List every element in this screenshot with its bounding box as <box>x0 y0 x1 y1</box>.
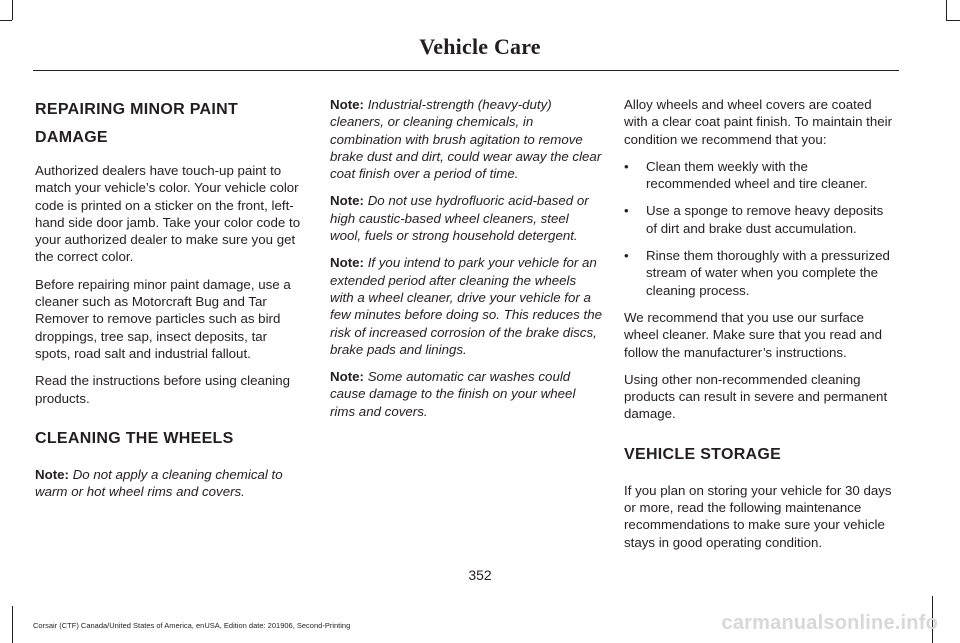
bullet-icon: • <box>624 248 629 264</box>
note-text: Do not use hydrofluoric acid-based or high caustic-based wheel cleaners, steel wool, fuels or strong household detergent. <box>330 193 589 244</box>
column-left <box>35 96 305 510</box>
page-number: 352 <box>468 567 492 583</box>
bullet-icon: • <box>624 203 629 219</box>
note-text: Some automatic car washes could cause damage to the finish on your wheel rims and covers. <box>330 369 576 419</box>
crop-mark-bottom-left-v <box>12 606 13 643</box>
section-heading-vehicle-storage: VEHICLE STORAGE <box>624 445 782 463</box>
crop-mark-top-right-h <box>946 20 960 21</box>
section-heading-line1: REPAIRING MINOR PAINT <box>35 101 239 118</box>
section-heading-cleaning-wheels: CLEANING THE WHEELS <box>35 429 234 447</box>
footer-edition-info: Corsair (CTF) Canada/United States of America, enUSA, Edition date: 201906, Second-Printing <box>33 621 351 630</box>
bullet-icon: • <box>624 158 629 174</box>
column-middle <box>330 96 602 430</box>
paragraph-surface-cleaner: We recommend that you use our surface wheel cleaner. Make sure that you read and follow the manufacturer’s instructions. <box>624 309 882 360</box>
note-label: Note: <box>330 369 364 385</box>
crop-mark-top-right-v <box>946 0 947 20</box>
note-text: Industrial-strength (heavy-duty) cleaners, or cleaning chemicals, in combination with brush agitation to remove brake dust and dirt, could wear away the clear coat finish over a period of time. <box>330 97 602 182</box>
watermark: carmanualsonline.info <box>721 612 938 634</box>
note-label: Note: <box>330 97 364 112</box>
page-title: Vehicle Care <box>419 34 541 59</box>
paragraph-non-recommended: Using other non-recommended cleaning products can result in severe and permanent damage. <box>624 371 888 422</box>
paragraph-read-instructions: Read the instructions before using cleaning products. <box>35 373 291 406</box>
column-right <box>624 96 896 561</box>
list-item <box>624 202 896 237</box>
note-hydrofluoric-acid <box>330 192 602 244</box>
crop-mark-top-left-v <box>12 0 13 20</box>
list-item <box>624 247 896 299</box>
note-heavy-duty-cleaners <box>330 96 602 182</box>
note-text: If you intend to park your vehicle for an extended period after cleaning the wheels with a wheel cleaner, drive your vehicle for a few minutes before doing so. This reduces the risk of increased corrosion of the brake discs, brake pads and linings. <box>330 255 602 357</box>
note-extended-parking <box>330 254 602 358</box>
note-text: Do not apply a cleaning chemical to warm or hot wheel rims and covers. <box>35 466 283 500</box>
header-divider <box>33 70 899 71</box>
note-label: Note: <box>330 255 364 271</box>
paragraph-storage: If you plan on storing your vehicle for 30 days or more, read the following maintenance recommendations to make sure your vehicle stays in good operating condition. <box>624 482 892 550</box>
list-item <box>624 158 896 193</box>
wheel-care-list <box>624 158 896 299</box>
paragraph-alloy-wheels: Alloy wheels and wheel covers are coated with a clear coat paint finish. To maintain their condition we recommend that you: <box>624 97 893 147</box>
note-automatic-car-washes <box>330 368 602 420</box>
note-warm-rims <box>35 466 305 501</box>
section-heading-repairing-paint <box>35 96 305 152</box>
list-item-text: Rinse them thoroughly with a pressurized stream of water when you complete the cleaning process. <box>646 248 890 298</box>
paragraph-before-repairing: Before repairing minor paint damage, use a cleaner such as Motorcraft Bug and Tar Remover to remove particles such as bird droppings, tree sap, insect deposits, tar spots, road salt and industrial fallout. <box>35 276 291 361</box>
section-heading-line2: DAMAGE <box>35 129 108 146</box>
crop-mark-top-left-h <box>0 20 12 21</box>
list-item-text: Clean them weekly with the recommended wheel and tire cleaner. <box>646 158 868 192</box>
note-label: Note: <box>35 466 69 482</box>
note-label: Note: <box>330 193 364 209</box>
paragraph-touch-up-paint: Authorized dealers have touch-up paint to match your vehicle’s color. Your vehicle color code is printed on a sticker on the front, left-hand side door jamb. Take your color code to your authorized dealer to make sure you get the correct color. <box>35 163 301 265</box>
list-item-text: Use a sponge to remove heavy deposits of dirt and brake dust accumulation. <box>646 203 884 236</box>
